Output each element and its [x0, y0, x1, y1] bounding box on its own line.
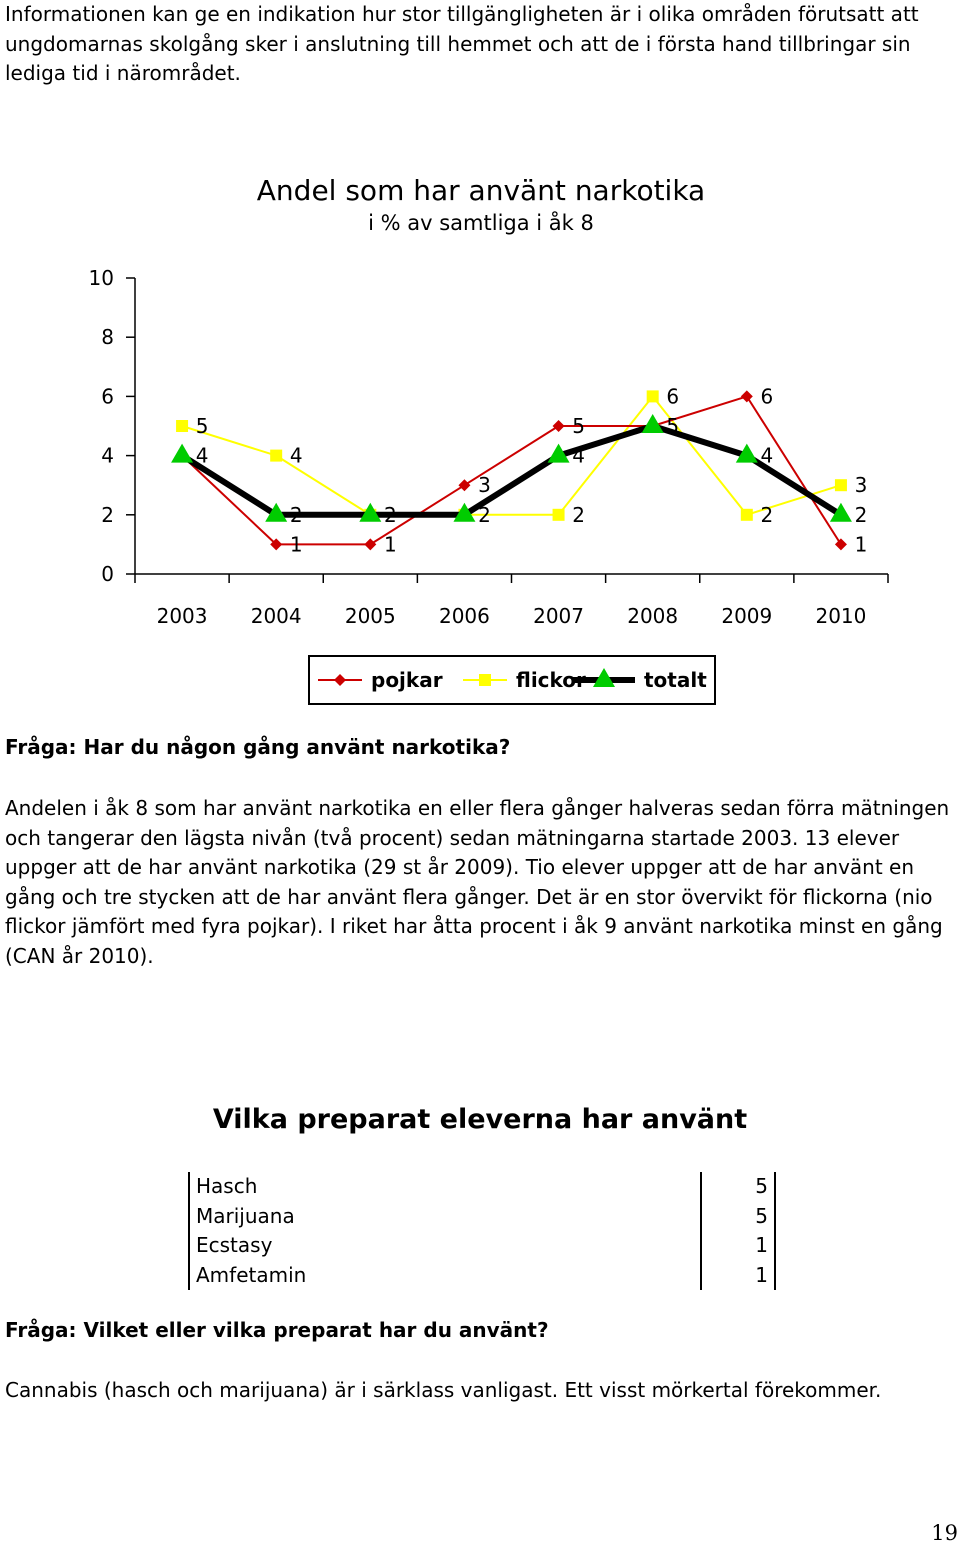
data-label: 1: [854, 532, 868, 557]
table-row: [188, 1231, 776, 1261]
y-tick-label: 0: [101, 562, 114, 586]
drug-name: Ecstasy: [196, 1233, 273, 1257]
data-point-flickor: [176, 420, 188, 432]
data-point-pojkar: [741, 390, 753, 402]
legend-label: pojkar: [371, 668, 443, 692]
data-point-pojkar: [458, 479, 470, 491]
data-point-flickor: [270, 450, 282, 462]
data-label: 2: [854, 502, 868, 527]
y-tick-label: 6: [101, 384, 114, 409]
legend-marker: [479, 674, 491, 686]
x-tick-label: 2009: [721, 604, 773, 628]
page-number: 19: [931, 1521, 958, 1545]
drug-use-line-chart: [0, 160, 960, 720]
data-label: 3: [854, 473, 868, 498]
x-tick-label: 2006: [438, 604, 490, 628]
drug-count: 1: [755, 1233, 768, 1257]
drug-name: Marijuana: [196, 1203, 295, 1228]
data-point-flickor: [647, 390, 659, 402]
table-row: [188, 1261, 776, 1291]
series-line-pojkar: [182, 396, 841, 544]
drug-count: 5: [755, 1203, 768, 1228]
data-label: 5: [572, 414, 585, 438]
x-tick-label: 2008: [627, 604, 679, 628]
data-point-flickor: [553, 509, 565, 521]
data-point-totalt: [171, 444, 193, 463]
table-row: [188, 1202, 776, 1232]
data-point-pojkar: [835, 538, 847, 550]
legend-label: totalt: [644, 668, 707, 692]
data-label: 5: [195, 414, 209, 438]
question-1: Fråga: Har du någon gång använt narkotika?: [5, 735, 511, 759]
data-label: 1: [289, 532, 303, 557]
series-line-totalt: [182, 426, 841, 515]
paragraph-2: Andelen i åk 8 som har använt narkotika en eller flera gånger halveras sedan förra mätningen och tangerar den lägsta nivån (två procent) sedan mätningarna startade 2003. 13 elever uppger att de har använt narkotika (29 st år 2009). Tio elever uppger att de har använt en gång och tre stycken att de har använt flera gånger. Det är en stor övervikt för flickorna (nio flickor jämfört med fyra pojkar). I riket har åtta procent i åk 9 använt narkotika minst en gång (CAN år 2010).: [5, 796, 950, 968]
table-row: [188, 1172, 776, 1202]
x-axis: [135, 574, 888, 628]
data-point-flickor: [835, 479, 847, 491]
y-tick-label: 2: [101, 502, 114, 527]
y-tick-label: 4: [101, 443, 114, 468]
data-point-pojkar: [553, 420, 565, 432]
data-label: 3: [478, 473, 491, 498]
table-title: Vilka preparat eleverna har använt: [212, 1104, 748, 1135]
data-label: 2: [572, 502, 585, 527]
chart-legend: [309, 656, 715, 704]
paragraph-3: Cannabis (hasch och marijuana) är i särklass vanligast. Ett visst mörkertal förekommer.: [5, 1378, 882, 1402]
drug-name: Hasch: [196, 1174, 258, 1198]
data-label: 6: [760, 384, 774, 409]
data-label: 2: [383, 502, 397, 527]
data-label: 2: [760, 502, 774, 527]
drug-count: 1: [755, 1262, 768, 1287]
data-point-pojkar: [364, 538, 376, 550]
data-label: 4: [289, 443, 303, 468]
legend-label: flickor: [516, 668, 586, 692]
data-label: 2: [478, 502, 491, 527]
intro-paragraph: Informationen kan ge en indikation hur stor tillgängligheten är i olika områden förutsatt att ungdomarnas skolgång sker i anslutning till hemmet och att de i första hand tillbringar sin lediga tid i närområdet.: [5, 2, 919, 85]
data-label: 4: [195, 443, 209, 468]
data-label: 5: [666, 414, 680, 438]
x-tick-label: 2007: [533, 604, 585, 628]
x-tick-label: 2005: [344, 604, 396, 628]
question-2: Fråga: Vilket eller vilka preparat har du använt?: [5, 1318, 549, 1342]
data-label: 6: [666, 384, 680, 409]
data-label: 2: [289, 502, 303, 527]
drug-count: 5: [755, 1174, 768, 1198]
y-axis: [89, 266, 135, 586]
data-label: 1: [383, 532, 397, 557]
series-totalt: [171, 414, 852, 522]
series-layer: [171, 390, 852, 550]
series-pojkar: [176, 390, 847, 550]
x-tick-label: 2004: [250, 604, 302, 628]
data-label: 4: [572, 443, 585, 468]
chart-title: Andel som har använt narkotika: [256, 174, 706, 207]
drug-table: [188, 1172, 776, 1290]
x-tick-label: 2003: [156, 604, 208, 628]
y-tick-label: 8: [101, 325, 114, 350]
y-tick-label: 10: [88, 266, 114, 290]
drug-name: Amfetamin: [196, 1262, 307, 1287]
chart-subtitle: i % av samtliga i åk 8: [368, 211, 594, 235]
data-point-flickor: [741, 509, 753, 521]
x-tick-label: 2010: [815, 604, 867, 628]
data-label: 4: [760, 443, 774, 468]
